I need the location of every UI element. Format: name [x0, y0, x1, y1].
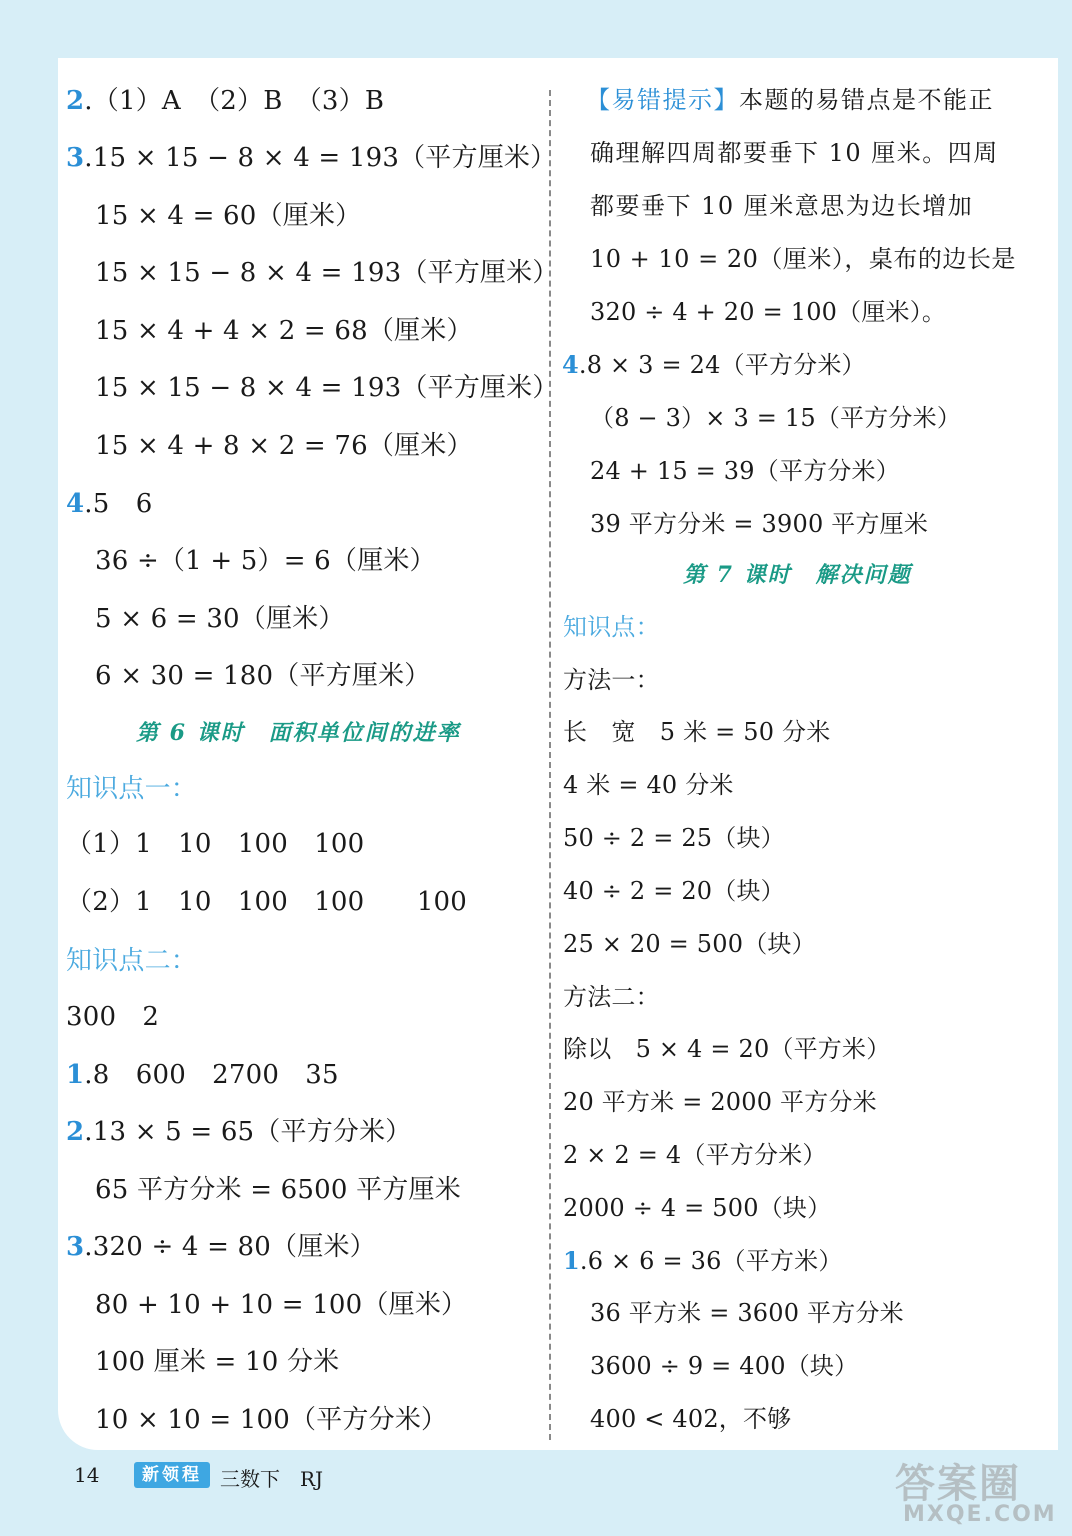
- left-line: 65 平方分米 = 6500 平方厘米: [95, 1175, 461, 1205]
- left-line: 15 × 4 + 8 × 2 = 76（厘米）: [95, 431, 473, 461]
- left-line: 2.13 × 5 = 65（平方分米）: [66, 1117, 412, 1147]
- right-line: 25 × 20 = 500（块）: [563, 930, 816, 958]
- left-line: 6 × 30 = 180（平方厘米）: [95, 661, 431, 691]
- left-line: （2）1 10 100 100 100: [66, 887, 468, 917]
- left-line: 100 厘米 = 10 分米: [95, 1347, 340, 1377]
- right-line: 4 米 = 40 分米: [563, 771, 734, 799]
- right-line: 都要垂下 10 厘米意思为边长增加: [590, 192, 974, 220]
- right-line: 36 平方米 = 3600 平方分米: [590, 1299, 904, 1327]
- left-line: 15 × 4 + 4 × 2 = 68（厘米）: [95, 316, 473, 346]
- right-line: 确理解四周都要垂下 10 厘米。四周: [590, 139, 999, 167]
- brand-badge: 新领程: [134, 1462, 210, 1488]
- watermark-text: 答案圈: [895, 1461, 1021, 1507]
- left-line: 2.（1）A （2）B （3）B: [66, 86, 385, 116]
- left-line: 15 × 4 = 60（厘米）: [95, 201, 362, 231]
- right-line: 方法一：: [563, 666, 660, 694]
- right-line: 方法二：: [563, 983, 660, 1011]
- left-line: 10 × 10 = 100（平方分米）: [95, 1405, 448, 1435]
- right-line: 40 ÷ 2 = 20（块）: [563, 877, 785, 905]
- right-line: 10 + 10 = 20（厘米），桌布的边长是: [590, 245, 1016, 273]
- right-line: 320 ÷ 4 + 20 = 100（厘米）。: [590, 298, 947, 326]
- right-line: 1.6 × 6 = 36（平方米）: [563, 1246, 843, 1275]
- left-line: （1）1 10 100 100: [66, 829, 365, 859]
- section-heading-lesson-7: 第 7 课时 解决问题: [683, 562, 912, 588]
- error-tip-line: 【易错提示】本题的易错点是不能正: [586, 86, 994, 114]
- right-line: 400 < 402，不够: [590, 1405, 792, 1433]
- watermark-logo: [895, 1452, 1065, 1532]
- right-line: 4.8 × 3 = 24（平方分米）: [562, 350, 866, 379]
- left-line: 4.5 6: [66, 489, 153, 519]
- right-line: 2000 ÷ 4 = 500（块）: [563, 1194, 832, 1222]
- right-line: 3600 ÷ 9 = 400（块）: [590, 1352, 859, 1380]
- right-line: 50 ÷ 2 = 25（块）: [563, 824, 785, 852]
- column-divider: [549, 90, 551, 1440]
- right-line: （8 − 3）× 3 = 15（平方分米）: [590, 404, 962, 432]
- right-line: 20 平方米 = 2000 平方分米: [563, 1088, 877, 1116]
- left-line: 1.8 600 2700 35: [66, 1060, 339, 1090]
- left-line: 36 ÷（1 + 5）= 6（厘米）: [95, 546, 436, 576]
- right-line: 长 宽 5 米 = 50 分米: [563, 718, 831, 746]
- left-line: 80 + 10 + 10 = 100（厘米）: [95, 1290, 468, 1320]
- knowledge-point-heading: 知识点二：: [66, 946, 198, 976]
- left-line: 5 × 6 = 30（厘米）: [95, 604, 345, 634]
- left-line: 3.15 × 15 − 8 × 4 = 193（平方厘米）: [66, 143, 557, 173]
- watermark-url: MXQE.COM: [903, 1502, 1057, 1527]
- right-line: 2 × 2 = 4（平方分米）: [563, 1141, 827, 1169]
- section-heading-lesson-6: 第 6 课时 面积单位间的进率: [136, 720, 461, 746]
- left-line: 15 × 15 − 8 × 4 = 193（平方厘米）: [95, 373, 559, 403]
- knowledge-point-heading: 知识点一：: [66, 774, 198, 804]
- left-line: 3.320 ÷ 4 = 80（厘米）: [66, 1232, 376, 1262]
- right-line: 39 平方分米 = 3900 平方厘米: [590, 510, 929, 538]
- book-label: 三数下 RJ: [220, 1467, 324, 1491]
- knowledge-point-heading: 知识点：: [563, 613, 660, 641]
- right-line: 除以 5 × 4 = 20（平方米）: [563, 1035, 891, 1063]
- right-line: 24 + 15 = 39（平方分米）: [590, 457, 900, 485]
- left-line: 15 × 15 − 8 × 4 = 193（平方厘米）: [95, 258, 559, 288]
- left-line: 300 2: [66, 1002, 160, 1032]
- page-number: 14: [74, 1463, 100, 1487]
